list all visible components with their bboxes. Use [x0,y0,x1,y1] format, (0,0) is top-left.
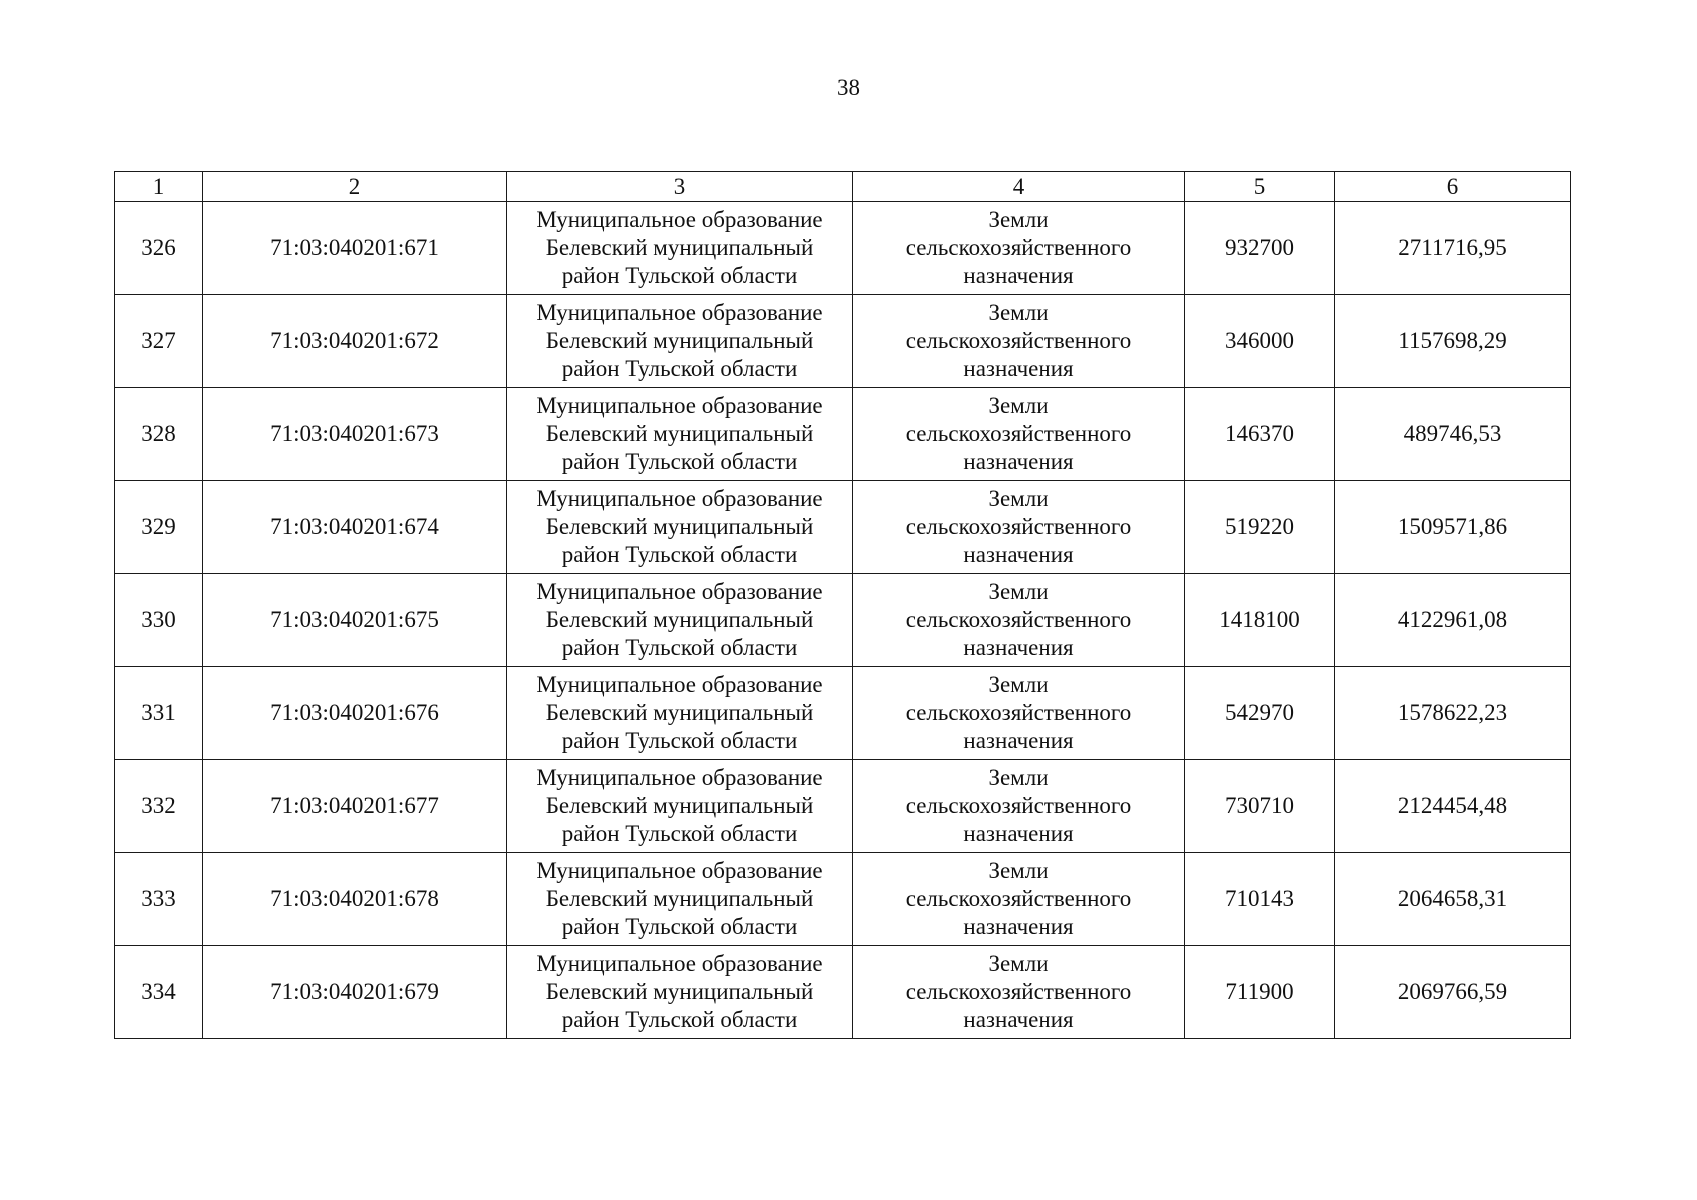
column-number-cell: 4 [853,172,1185,202]
cadastral-number-cell: 71:03:040201:679 [203,946,507,1039]
land-category-cell [853,388,1185,481]
land-category-cell [853,853,1185,946]
cadastral-number-cell: 71:03:040201:672 [203,295,507,388]
category-line: назначения [963,914,1074,939]
page-number: 38 [837,75,860,100]
category-line: Земли [988,393,1049,418]
owner-line: район Тульской области [561,635,798,660]
category-line: сельскохозяйственного [905,607,1132,632]
owner-line: Муниципальное образование [536,858,823,883]
cadastral-number-cell: 71:03:040201:674 [203,481,507,574]
category-line: Земли [988,300,1049,325]
owner-line: Белевский муниципальный [545,700,814,725]
owner-line: Муниципальное образование [536,765,823,790]
category-line: Земли [988,765,1049,790]
owner-line: район Тульской области [561,449,798,474]
land-category-cell [853,667,1185,760]
column-number-cell: 1 [115,172,203,202]
cadastral-number-cell: 71:03:040201:673 [203,388,507,481]
owner-line: район Тульской области [561,728,798,753]
land-category-cell [853,946,1185,1039]
category-line: сельскохозяйственного [905,700,1132,725]
cadastral-number-cell: 71:03:040201:675 [203,574,507,667]
category-line: назначения [963,1007,1074,1032]
table-row [115,574,1571,667]
table-row [115,202,1571,295]
category-line: назначения [963,449,1074,474]
cadastral-number-cell: 71:03:040201:678 [203,853,507,946]
area-cell: 710143 [1185,853,1335,946]
area-cell: 542970 [1185,667,1335,760]
owner-cell [507,667,853,760]
category-line: сельскохозяйственного [905,421,1132,446]
category-line: назначения [963,635,1074,660]
row-number-cell: 334 [115,946,203,1039]
owner-line: Белевский муниципальный [545,421,814,446]
row-number-cell: 327 [115,295,203,388]
category-line: назначения [963,356,1074,381]
land-category-cell [853,202,1185,295]
value-cell: 1578622,23 [1335,667,1571,760]
value-cell: 2064658,31 [1335,853,1571,946]
land-category-cell [853,295,1185,388]
owner-cell [507,574,853,667]
row-number-cell: 330 [115,574,203,667]
table-row [115,481,1571,574]
category-line: сельскохозяйственного [905,514,1132,539]
category-line: назначения [963,263,1074,288]
area-cell: 932700 [1185,202,1335,295]
area-cell: 146370 [1185,388,1335,481]
column-number-cell: 5 [1185,172,1335,202]
row-number-cell: 332 [115,760,203,853]
category-line: Земли [988,207,1049,232]
column-number-cell: 6 [1335,172,1571,202]
category-line: сельскохозяйственного [905,328,1132,353]
owner-line: Белевский муниципальный [545,886,814,911]
category-line: сельскохозяйственного [905,793,1132,818]
row-number-cell: 326 [115,202,203,295]
table-row [115,667,1571,760]
owner-line: район Тульской области [561,356,798,381]
table-row [115,853,1571,946]
area-cell: 1418100 [1185,574,1335,667]
owner-cell [507,853,853,946]
owner-cell [507,760,853,853]
owner-line: Муниципальное образование [536,300,823,325]
owner-line: Муниципальное образование [536,579,823,604]
owner-line: Муниципальное образование [536,486,823,511]
category-line: назначения [963,542,1074,567]
column-number-cell: 3 [507,172,853,202]
owner-line: район Тульской области [561,914,798,939]
owner-line: район Тульской области [561,542,798,567]
value-cell: 489746,53 [1335,388,1571,481]
owner-cell [507,481,853,574]
owner-line: район Тульской области [561,263,798,288]
category-line: назначения [963,821,1074,846]
category-line: Земли [988,672,1049,697]
owner-line: Белевский муниципальный [545,514,814,539]
category-line: Земли [988,951,1049,976]
owner-line: Белевский муниципальный [545,979,814,1004]
value-cell: 1157698,29 [1335,295,1571,388]
cadastral-number-cell: 71:03:040201:677 [203,760,507,853]
table-row [115,388,1571,481]
category-line: сельскохозяйственного [905,979,1132,1004]
owner-line: Муниципальное образование [536,207,823,232]
area-cell: 730710 [1185,760,1335,853]
row-number-cell: 329 [115,481,203,574]
owner-cell [507,202,853,295]
owner-line: Муниципальное образование [536,951,823,976]
category-line: сельскохозяйственного [905,235,1132,260]
category-line: назначения [963,728,1074,753]
owner-line: Белевский муниципальный [545,235,814,260]
cadastral-number-cell: 71:03:040201:676 [203,667,507,760]
area-cell: 346000 [1185,295,1335,388]
category-line: сельскохозяйственного [905,886,1132,911]
cadastral-number-cell: 71:03:040201:671 [203,202,507,295]
owner-line: Муниципальное образование [536,672,823,697]
table-row [115,946,1571,1039]
column-number-cell: 2 [203,172,507,202]
land-category-cell [853,574,1185,667]
category-line: Земли [988,579,1049,604]
area-cell: 711900 [1185,946,1335,1039]
row-number-cell: 331 [115,667,203,760]
owner-line: район Тульской области [561,1007,798,1032]
owner-cell [507,388,853,481]
owner-line: район Тульской области [561,821,798,846]
column-number-row [115,172,1571,202]
owner-line: Белевский муниципальный [545,607,814,632]
table-row [115,760,1571,853]
value-cell: 2124454,48 [1335,760,1571,853]
category-line: Земли [988,858,1049,883]
land-plots-table [114,171,1571,1039]
owner-line: Белевский муниципальный [545,793,814,818]
owner-line: Муниципальное образование [536,393,823,418]
value-cell: 2069766,59 [1335,946,1571,1039]
category-line: Земли [988,486,1049,511]
owner-cell [507,295,853,388]
area-cell: 519220 [1185,481,1335,574]
table-row [115,295,1571,388]
value-cell: 4122961,08 [1335,574,1571,667]
row-number-cell: 328 [115,388,203,481]
land-category-cell [853,481,1185,574]
row-number-cell: 333 [115,853,203,946]
land-category-cell [853,760,1185,853]
owner-line: Белевский муниципальный [545,328,814,353]
owner-cell [507,946,853,1039]
value-cell: 1509571,86 [1335,481,1571,574]
value-cell: 2711716,95 [1335,202,1571,295]
